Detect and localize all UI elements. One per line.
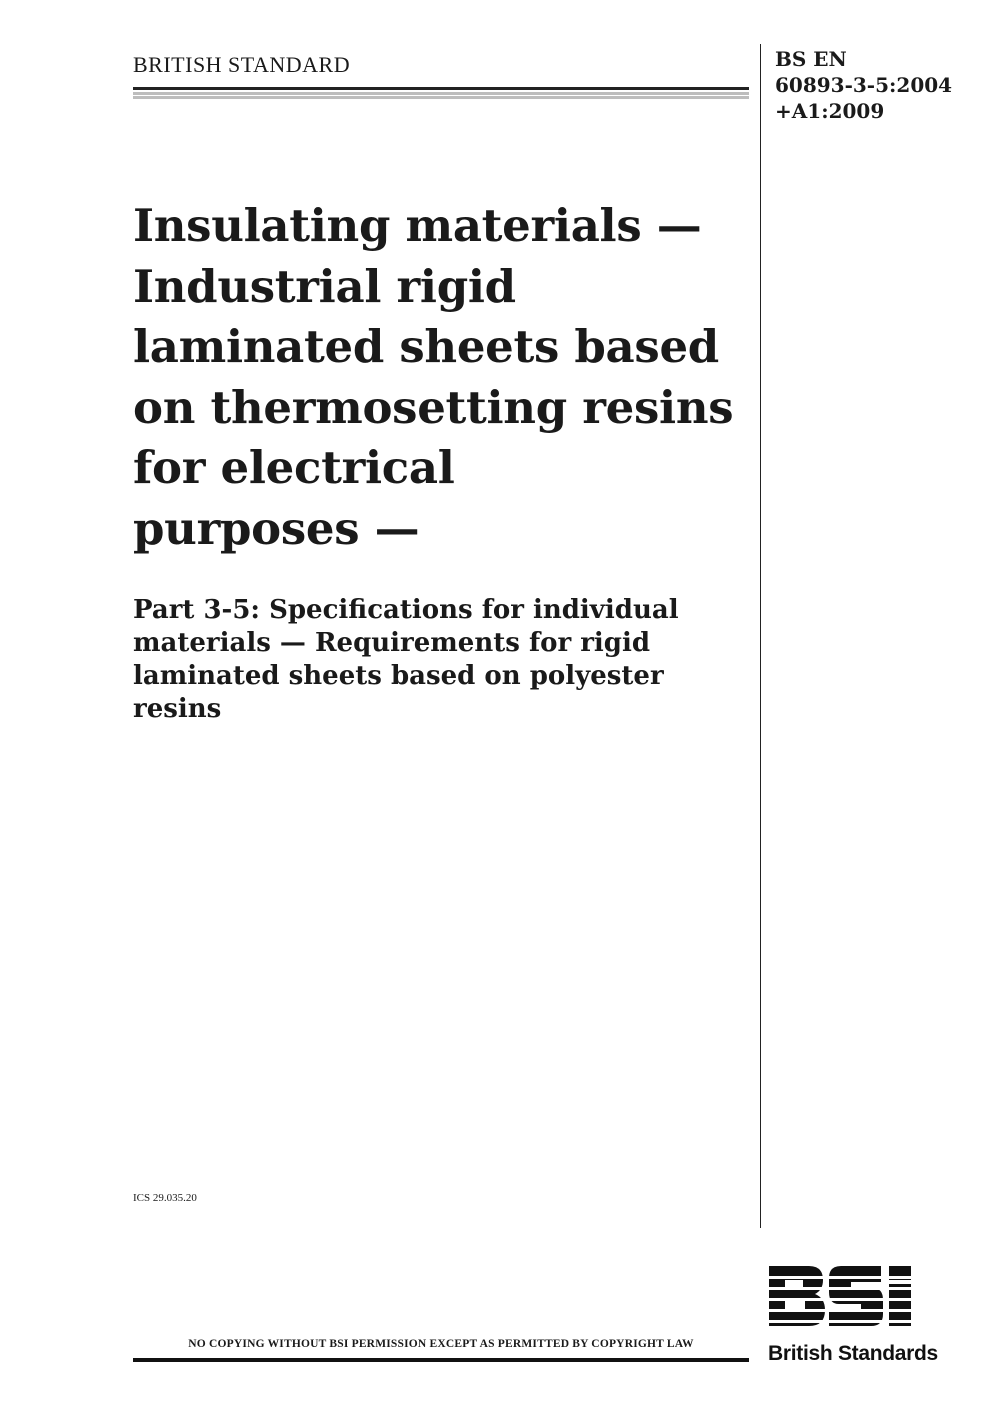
standard-number-line: BS EN (775, 47, 847, 71)
ics-code: ICS 29.035.20 (133, 1192, 197, 1204)
title-line: purposes — (133, 501, 420, 555)
header-rule-dark (133, 87, 749, 90)
vertical-divider (760, 44, 761, 1228)
title-line: for electrical (133, 441, 455, 494)
title-line: laminated sheets based (133, 320, 719, 373)
header-rules (133, 87, 749, 101)
title-line: on thermosetting resins (133, 380, 734, 434)
footer-rule (133, 1358, 749, 1362)
copyright-notice: NO COPYING WITHOUT BSI PERMISSION EXCEPT AS PERMITTED BY COPYRIGHT LAW (188, 1338, 694, 1350)
subtitle-line: resins (133, 694, 222, 724)
title-line: Industrial rigid (133, 259, 516, 313)
header-rule-light-2 (133, 96, 749, 99)
bsi-logo-mark (765, 1260, 947, 1340)
publisher-label: BRITISH STANDARD (133, 52, 351, 77)
standard-number-line: +A1:2009 (775, 99, 885, 123)
standard-number-line: 60893-3-5:2004 (775, 73, 953, 97)
title-line: Insulating materials — (133, 199, 702, 252)
standard-number (775, 46, 952, 124)
subtitle-line: materials — Requirements for rigid (133, 628, 651, 658)
subtitle-line: laminated sheets based on polyester (133, 661, 664, 691)
subtitle-line: Part 3-5: Specifications for individual (133, 595, 679, 625)
header-rule-light-1 (133, 92, 749, 95)
document-subtitle (133, 594, 753, 726)
document-title (133, 196, 753, 559)
bsi-logo-caption: British Standards (768, 1342, 938, 1365)
